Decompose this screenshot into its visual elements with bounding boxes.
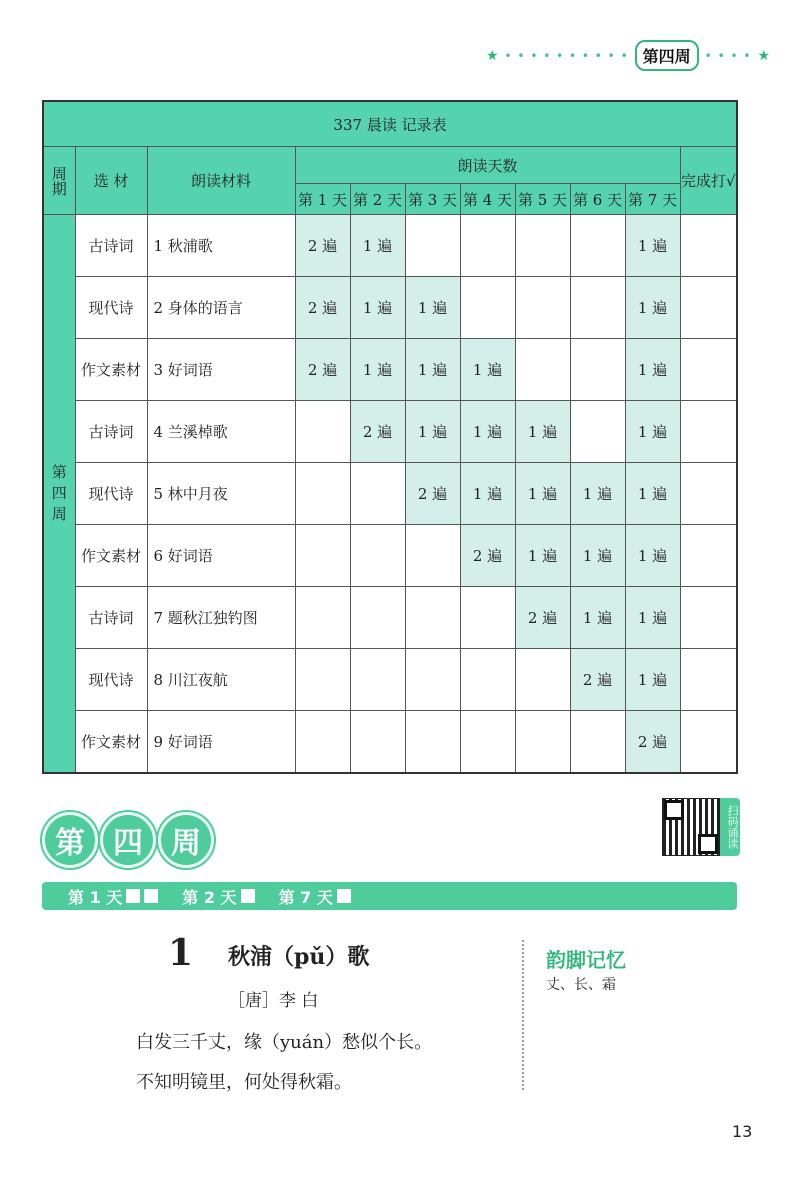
week-cell-char: 第 bbox=[51, 463, 67, 481]
poem-line: 不知明镜里，何处得秋霜。 bbox=[136, 1072, 352, 1093]
day-checklist-item bbox=[279, 885, 351, 908]
day-header: 第 2 天 bbox=[350, 184, 405, 215]
day-count-cell bbox=[515, 277, 570, 339]
day-count-cell: 1 遍 bbox=[625, 587, 680, 649]
material-cell: 8 川江夜航 bbox=[147, 649, 295, 711]
material-cell: 5 林中月夜 bbox=[147, 463, 295, 525]
day-count-cell: 1 遍 bbox=[460, 401, 515, 463]
day-count-cell bbox=[350, 463, 405, 525]
record-table bbox=[42, 100, 738, 774]
table-row bbox=[43, 463, 737, 525]
col-material-header: 朗读材料 bbox=[147, 147, 295, 215]
rhyme-title: 韵脚记忆 bbox=[546, 948, 626, 972]
check-box[interactable] bbox=[337, 889, 351, 903]
genre-cell: 现代诗 bbox=[75, 463, 147, 525]
done-checkbox-cell[interactable] bbox=[680, 649, 737, 711]
day-count-cell bbox=[405, 711, 460, 774]
day-count-cell: 1 遍 bbox=[350, 215, 405, 277]
day-count-cell bbox=[515, 339, 570, 401]
day-count-cell: 1 遍 bbox=[460, 463, 515, 525]
week-cell-char: 周 bbox=[51, 505, 67, 523]
done-checkbox-cell[interactable] bbox=[680, 711, 737, 774]
col-days-header: 朗读天数 bbox=[295, 147, 680, 184]
banner-char: 第 bbox=[42, 812, 98, 868]
day-count-cell bbox=[460, 215, 515, 277]
done-checkbox-cell[interactable] bbox=[680, 339, 737, 401]
day-count-cell bbox=[295, 401, 350, 463]
day-count-cell: 1 遍 bbox=[460, 339, 515, 401]
material-cell: 4 兰溪棹歌 bbox=[147, 401, 295, 463]
week-cell-char: 四 bbox=[51, 484, 67, 502]
table-row bbox=[43, 649, 737, 711]
week-header bbox=[486, 40, 770, 71]
day-count-cell: 1 遍 bbox=[570, 525, 625, 587]
week-header-label: 第四周 bbox=[635, 40, 699, 71]
day-count-cell: 1 遍 bbox=[405, 401, 460, 463]
day-count-cell bbox=[570, 711, 625, 774]
day-count-cell bbox=[295, 525, 350, 587]
table-row bbox=[43, 339, 737, 401]
poem-author: ［唐］李 白 bbox=[228, 991, 319, 1011]
material-cell: 2 身体的语言 bbox=[147, 277, 295, 339]
banner-char: 四 bbox=[100, 812, 156, 868]
done-checkbox-cell[interactable] bbox=[680, 587, 737, 649]
done-checkbox-cell[interactable] bbox=[680, 401, 737, 463]
col-done-header: 完成打√ bbox=[680, 147, 737, 215]
day-count-cell bbox=[350, 649, 405, 711]
table-row bbox=[43, 525, 737, 587]
genre-cell: 作文素材 bbox=[75, 339, 147, 401]
table-row bbox=[43, 277, 737, 339]
qr-code-icon[interactable] bbox=[662, 798, 720, 856]
day-count-cell bbox=[295, 649, 350, 711]
day-count-cell: 2 遍 bbox=[625, 711, 680, 774]
day-count-cell: 1 遍 bbox=[625, 215, 680, 277]
day-count-cell bbox=[350, 711, 405, 774]
day-count-cell: 1 遍 bbox=[350, 339, 405, 401]
day-count-cell: 1 遍 bbox=[625, 525, 680, 587]
done-checkbox-cell[interactable] bbox=[680, 215, 737, 277]
day-count-cell bbox=[570, 339, 625, 401]
day-count-cell bbox=[515, 649, 570, 711]
day-count-cell: 2 遍 bbox=[295, 277, 350, 339]
day-count-cell: 2 遍 bbox=[515, 587, 570, 649]
table-row bbox=[43, 215, 737, 277]
banner-char: 周 bbox=[158, 812, 214, 868]
poem-line: 白发三千丈，缘（yuán）愁似个长。 bbox=[136, 1032, 433, 1053]
day-count-cell: 1 遍 bbox=[515, 463, 570, 525]
day-checklist-item bbox=[182, 885, 254, 908]
day-count-cell: 1 遍 bbox=[625, 401, 680, 463]
genre-cell: 古诗词 bbox=[75, 215, 147, 277]
day-count-cell bbox=[405, 525, 460, 587]
material-cell: 1 秋浦歌 bbox=[147, 215, 295, 277]
day-count-cell bbox=[570, 401, 625, 463]
qr-label: 扫码诵读 bbox=[720, 798, 740, 856]
poem-number: 1 bbox=[168, 932, 194, 974]
day-count-cell: 2 遍 bbox=[350, 401, 405, 463]
dotted-line: • • • • bbox=[704, 48, 752, 63]
day-count-cell bbox=[460, 711, 515, 774]
material-cell: 6 好词语 bbox=[147, 525, 295, 587]
table-row bbox=[43, 587, 737, 649]
rhyme-words: 丈、长、霜 bbox=[546, 977, 616, 993]
day-count-cell bbox=[350, 525, 405, 587]
day-count-cell: 1 遍 bbox=[350, 277, 405, 339]
day-count-cell bbox=[460, 587, 515, 649]
day-count-cell bbox=[460, 277, 515, 339]
day-checklist-label: 第 2 天 bbox=[182, 887, 237, 907]
day-header: 第 5 天 bbox=[515, 184, 570, 215]
star-icon: ★ bbox=[757, 47, 770, 64]
day-count-cell bbox=[295, 711, 350, 774]
day-count-cell: 1 遍 bbox=[625, 463, 680, 525]
day-header: 第 3 天 bbox=[405, 184, 460, 215]
material-cell: 7 题秋江独钓图 bbox=[147, 587, 295, 649]
day-header: 第 1 天 bbox=[295, 184, 350, 215]
divider bbox=[522, 940, 524, 1090]
table-title: 337 晨读 记录表 bbox=[43, 101, 737, 147]
day-count-cell: 1 遍 bbox=[570, 587, 625, 649]
done-checkbox-cell[interactable] bbox=[680, 525, 737, 587]
material-cell: 9 好词语 bbox=[147, 711, 295, 774]
col-genre-header: 选 材 bbox=[75, 147, 147, 215]
day-count-cell bbox=[460, 649, 515, 711]
material-cell: 3 好词语 bbox=[147, 339, 295, 401]
day-count-cell: 1 遍 bbox=[625, 649, 680, 711]
genre-cell: 作文素材 bbox=[75, 525, 147, 587]
day-count-cell: 1 遍 bbox=[405, 277, 460, 339]
day-checklist-label: 第 7 天 bbox=[278, 887, 333, 907]
day-checklist-item bbox=[68, 885, 158, 908]
dotted-line: • • • • • • • • • • bbox=[504, 48, 629, 63]
genre-cell: 作文素材 bbox=[75, 711, 147, 774]
day-header: 第 6 天 bbox=[570, 184, 625, 215]
table-row bbox=[43, 401, 737, 463]
day-count-cell: 2 遍 bbox=[460, 525, 515, 587]
day-count-cell: 2 遍 bbox=[295, 339, 350, 401]
qr-code-box[interactable] bbox=[662, 798, 740, 856]
day-count-cell bbox=[350, 587, 405, 649]
genre-cell: 现代诗 bbox=[75, 277, 147, 339]
day-count-cell: 2 遍 bbox=[295, 215, 350, 277]
day-header: 第 4 天 bbox=[460, 184, 515, 215]
day-count-cell: 1 遍 bbox=[625, 339, 680, 401]
day-count-cell bbox=[405, 215, 460, 277]
day-header: 第 7 天 bbox=[625, 184, 680, 215]
day-count-cell bbox=[405, 587, 460, 649]
genre-cell: 现代诗 bbox=[75, 649, 147, 711]
day-count-cell bbox=[295, 463, 350, 525]
check-box[interactable] bbox=[144, 889, 158, 903]
done-checkbox-cell[interactable] bbox=[680, 463, 737, 525]
poem-title: 秋浦（pǔ）歌 bbox=[228, 944, 370, 970]
day-count-cell bbox=[405, 649, 460, 711]
page-number: 13 bbox=[732, 1122, 753, 1141]
week-banner bbox=[42, 812, 214, 868]
week-cell bbox=[43, 215, 75, 774]
table-row bbox=[43, 711, 737, 774]
record-table-wrap bbox=[42, 100, 736, 774]
day-count-cell bbox=[570, 215, 625, 277]
star-icon: ★ bbox=[485, 47, 499, 64]
genre-cell: 古诗词 bbox=[75, 587, 147, 649]
day-count-cell: 1 遍 bbox=[570, 463, 625, 525]
day-count-cell: 1 遍 bbox=[515, 525, 570, 587]
check-box[interactable] bbox=[126, 889, 140, 903]
day-checklist-bar bbox=[42, 882, 737, 910]
genre-cell: 古诗词 bbox=[75, 401, 147, 463]
day-count-cell: 2 遍 bbox=[405, 463, 460, 525]
day-count-cell: 1 遍 bbox=[405, 339, 460, 401]
day-count-cell: 1 遍 bbox=[515, 401, 570, 463]
day-count-cell bbox=[515, 711, 570, 774]
col-week-header: 周期 bbox=[43, 147, 75, 215]
done-checkbox-cell[interactable] bbox=[680, 277, 737, 339]
day-checklist-label: 第 1 天 bbox=[68, 887, 123, 907]
day-count-cell: 2 遍 bbox=[570, 649, 625, 711]
day-count-cell bbox=[295, 587, 350, 649]
day-count-cell: 1 遍 bbox=[625, 277, 680, 339]
check-box[interactable] bbox=[241, 889, 255, 903]
day-count-cell bbox=[570, 277, 625, 339]
day-count-cell bbox=[515, 215, 570, 277]
